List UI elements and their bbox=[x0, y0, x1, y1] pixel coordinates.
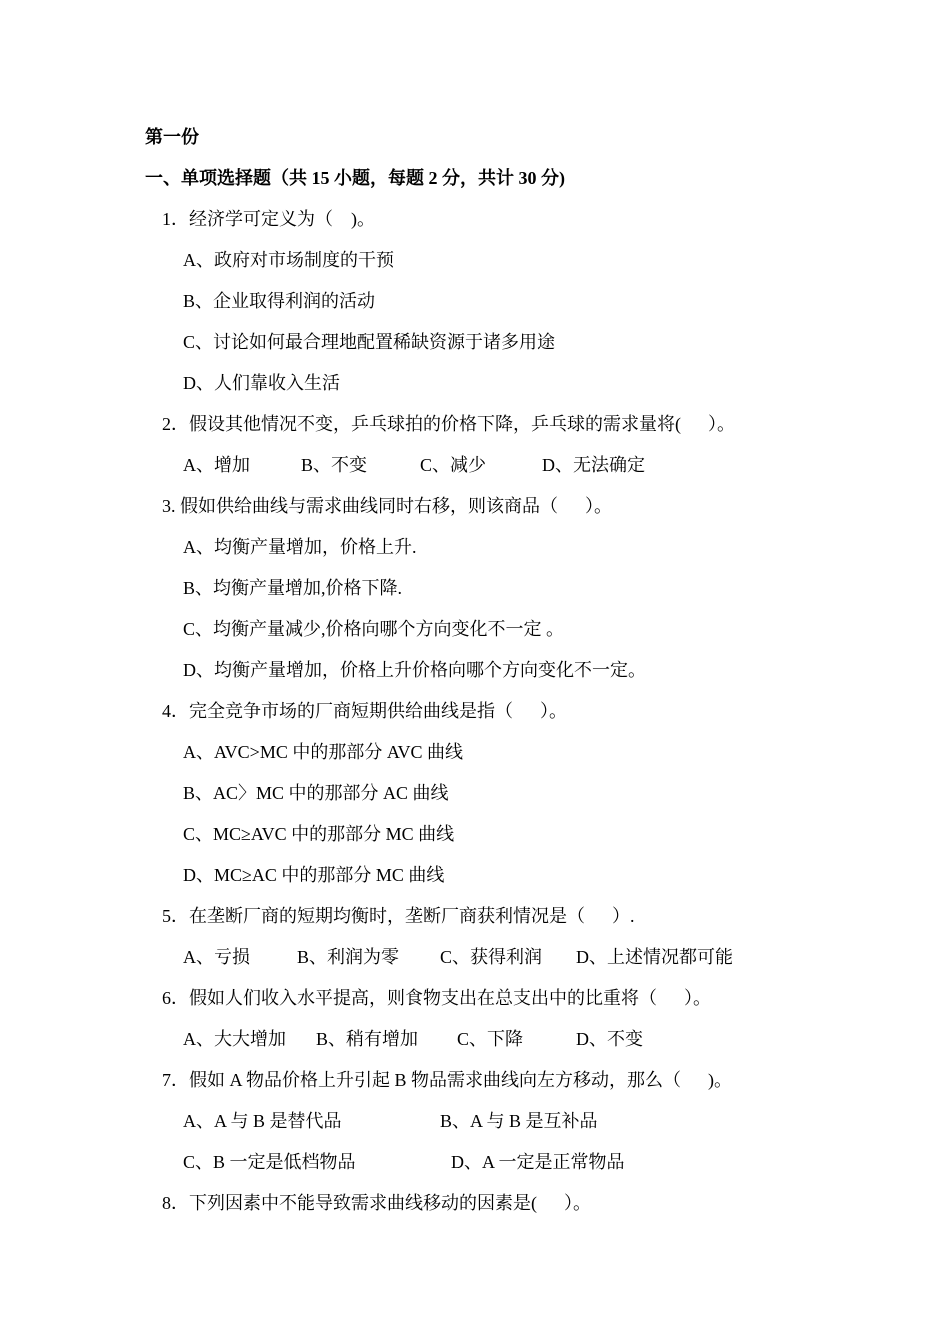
question-option: A、均衡产量增加，价格上升. bbox=[183, 537, 417, 557]
question-option: B、AC〉MC 中的那部分 AC 曲线 bbox=[183, 783, 449, 803]
question-option: B、稍有增加 bbox=[316, 1029, 419, 1049]
question-option: C、B 一定是低档物品 bbox=[183, 1152, 356, 1172]
question-stem: 4．完全竞争市场的厂商短期供给曲线是指（ ）。 bbox=[162, 701, 567, 721]
question-option: C、减少 bbox=[420, 455, 487, 475]
question-option: D、无法确定 bbox=[542, 455, 645, 475]
question-option: C、MC≥AVC 中的那部分 MC 曲线 bbox=[183, 824, 455, 844]
doc-title: 第一份 bbox=[145, 127, 199, 147]
question-option: A、AVC>MC 中的那部分 AVC 曲线 bbox=[183, 742, 464, 762]
question-stem: 3. 假如供给曲线与需求曲线同时右移，则该商品（ ）。 bbox=[162, 496, 612, 516]
question-option: B、企业取得利润的活动 bbox=[183, 291, 376, 311]
question-stem: 8．下列因素中不能导致需求曲线移动的因素是( ）。 bbox=[162, 1193, 591, 1213]
section-heading: 一、单项选择题（共 15 小题，每题 2 分，共计 30 分) bbox=[145, 168, 565, 188]
question-option: D、A 一定是正常物品 bbox=[451, 1152, 625, 1172]
question-option: D、均衡产量增加，价格上升价格向哪个方向变化不一定。 bbox=[183, 660, 646, 680]
question-option: B、A 与 B 是互补品 bbox=[440, 1111, 598, 1131]
question-stem: 6．假如人们收入水平提高，则食物支出在总支出中的比重将（ ）。 bbox=[162, 988, 711, 1008]
question-option: B、均衡产量增加,价格下降. bbox=[183, 578, 403, 598]
question-stem: 1．经济学可定义为（ )。 bbox=[162, 209, 375, 229]
question-option: C、获得利润 bbox=[440, 947, 543, 967]
question-stem: 5．在垄断厂商的短期均衡时，垄断厂商获利情况是（ ）. bbox=[162, 906, 635, 926]
question-option: A、大大增加 bbox=[183, 1029, 286, 1049]
question-option: C、讨论如何最合理地配置稀缺资源于诸多用途 bbox=[183, 332, 556, 352]
question-option: C、均衡产量减少,价格向哪个方向变化不一定 。 bbox=[183, 619, 565, 639]
question-option: D、上述情况都可能 bbox=[576, 947, 733, 967]
question-option: A、亏损 bbox=[183, 947, 250, 967]
question-option: D、MC≥AC 中的那部分 MC 曲线 bbox=[183, 865, 445, 885]
question-option: B、利润为零 bbox=[297, 947, 400, 967]
question-option: D、人们靠收入生活 bbox=[183, 373, 340, 393]
question-option: C、下降 bbox=[457, 1029, 524, 1049]
question-option: D、不变 bbox=[576, 1029, 643, 1049]
question-option: A、增加 bbox=[183, 455, 250, 475]
question-option: A、A 与 B 是替代品 bbox=[183, 1111, 342, 1131]
question-stem: 2．假设其他情况不变，乒乓球拍的价格下降，乒乓球的需求量将( ）。 bbox=[162, 414, 735, 434]
question-stem: 7．假如 A 物品价格上升引起 B 物品需求曲线向左方移动，那么（ )。 bbox=[162, 1070, 733, 1090]
question-option: A、政府对市场制度的干预 bbox=[183, 250, 394, 270]
question-option: B、不变 bbox=[301, 455, 368, 475]
